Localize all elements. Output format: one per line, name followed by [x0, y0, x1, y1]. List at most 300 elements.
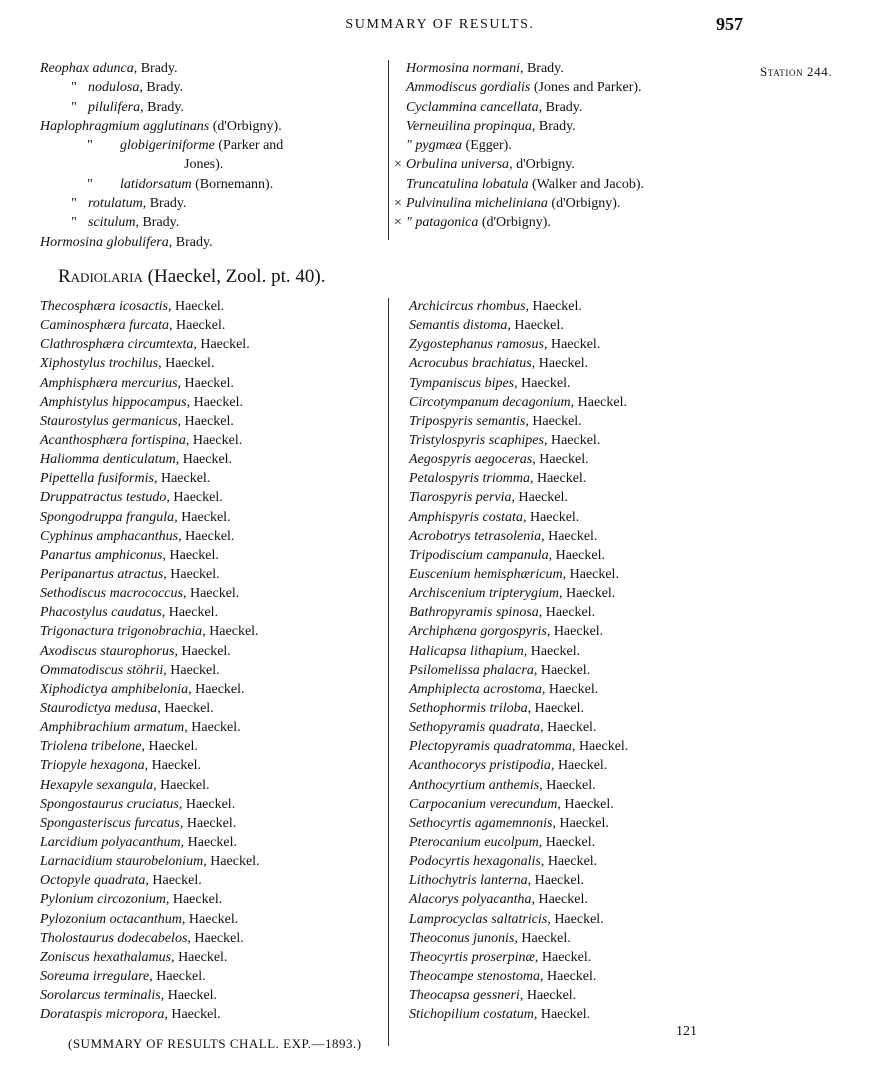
species-name: Phacostylus caudatus	[40, 605, 162, 621]
species-entry	[40, 680, 370, 699]
species-author: , Haeckel.	[543, 337, 601, 353]
species-author: , Haeckel.	[532, 452, 589, 468]
species-author: , Haeckel.	[529, 471, 587, 487]
species-author: , Haeckel.	[531, 892, 588, 908]
species-name: Archiphæna gorgospyris	[409, 624, 547, 640]
species-name: Alacorys polyacantha	[409, 892, 532, 908]
species-entry	[409, 833, 739, 852]
species-author: , Haeckel.	[153, 777, 210, 793]
species-entry	[409, 584, 739, 603]
species-name: Verneuilina propinqua	[406, 118, 532, 134]
species-name: Sethodiscus macrococcus	[40, 586, 183, 602]
species-name: Pylonium circozonium	[40, 892, 166, 908]
species-name: Aegospyris aegoceras	[409, 452, 533, 468]
species-entry	[40, 450, 370, 469]
species-entry	[40, 795, 370, 814]
species-entry	[394, 117, 724, 136]
species-author: (d'Orbigny).	[209, 118, 282, 134]
species-name: Tripospyris semantis	[409, 413, 526, 429]
species-name: Truncatulina lobatula	[406, 176, 529, 192]
species-author: , Haeckel.	[547, 911, 604, 927]
radiolaria-heading-rest: (Haeckel, Zool. pt. 40).	[142, 266, 326, 287]
species-author: , Haeckel.	[202, 624, 259, 640]
ditto-mark: "	[71, 80, 77, 96]
species-name: Tripodiscium campanula	[409, 547, 549, 563]
species-author: , Haeckel.	[538, 605, 596, 621]
species-name: Anthocyrtium anthemis	[409, 777, 540, 793]
species-entry	[409, 929, 739, 948]
species-author: (Parker and	[214, 138, 284, 154]
species-name: Hormosina normani	[406, 61, 520, 76]
species-name: Tholostaurus dodecabelos	[40, 930, 188, 946]
ditto-mark: "	[71, 196, 77, 212]
species-entry	[394, 98, 724, 117]
species-author: , Haeckel.	[188, 681, 245, 697]
species-name: Sorolarcus terminalis	[40, 988, 161, 1004]
species-author: , Haeckel.	[181, 911, 239, 927]
species-author: Jones).	[184, 157, 224, 173]
species-entry	[40, 584, 370, 603]
species-name: Tristylospyris scaphipes	[409, 432, 544, 448]
species-entry	[40, 871, 370, 890]
species-entry	[409, 488, 739, 507]
species-author: , Brady.	[168, 234, 213, 250]
species-name: Xiphostylus trochilus	[40, 356, 159, 372]
species-entry	[409, 642, 739, 661]
species-name: Pulvinulina micheliniana	[406, 196, 548, 212]
species-author: , Haeckel.	[163, 566, 220, 582]
species-author: (Jones and Parker).	[530, 80, 642, 96]
species-entry	[409, 450, 739, 469]
species-entry	[409, 603, 739, 622]
species-name: Theocampe stenostoma	[409, 968, 541, 984]
species-name: Stichopilium costatum	[409, 1007, 534, 1023]
species-entry	[40, 78, 370, 97]
species-author: , Haeckel.	[157, 700, 214, 716]
species-entry	[40, 910, 370, 929]
species-author: , Haeckel.	[541, 681, 599, 697]
species-name: Amphispyris costata	[409, 509, 523, 525]
species-name: Archiscenium tripterygium	[409, 586, 559, 602]
species-name: Psilomelissa phalacra	[409, 662, 534, 678]
species-name: pilulifera	[88, 99, 141, 115]
species-name: Orbulina universa	[406, 157, 510, 173]
species-author: , Haeckel.	[171, 949, 228, 965]
species-author: , Haeckel.	[144, 758, 201, 774]
species-author: , Haeckel.	[533, 1007, 591, 1023]
species-entry	[40, 699, 370, 718]
species-author: , Brady.	[142, 196, 187, 212]
species-entry	[40, 756, 370, 775]
species-entry	[394, 213, 724, 232]
species-name: Sethocyrtis agamemnonis	[409, 815, 553, 831]
presence-mark: ×	[394, 215, 402, 231]
species-author: , Brady.	[139, 80, 184, 96]
species-name: Panartus amphiconus	[40, 547, 163, 563]
running-header: SUMMARY OF RESULTS.	[345, 17, 535, 32]
species-author: , Haeckel.	[511, 490, 568, 506]
species-entry	[409, 412, 739, 431]
species-entry	[40, 622, 370, 641]
species-name: Octopyle quadrata	[40, 873, 146, 889]
species-name: Petalospyris triomma	[409, 471, 530, 487]
species-author: , Haeckel.	[184, 720, 241, 736]
species-entry	[40, 776, 370, 795]
species-author: , Brady.	[519, 61, 564, 76]
species-name: Pylozonium octacanthum	[40, 911, 182, 927]
species-author: , Haeckel.	[174, 509, 231, 525]
species-name: Cyphinus amphacanthus	[40, 528, 179, 544]
species-author: (Egger).	[462, 138, 512, 154]
species-author: , Haeckel.	[552, 815, 609, 831]
species-entry	[409, 814, 739, 833]
species-entry	[40, 488, 370, 507]
species-name: " patagonica	[406, 215, 479, 231]
species-entry	[40, 98, 370, 117]
species-entry	[40, 967, 370, 986]
species-author: (Walker and Jacob).	[528, 176, 645, 192]
species-entry	[409, 546, 739, 565]
species-author: , Haeckel.	[177, 413, 234, 429]
species-entry	[40, 986, 370, 1005]
species-author: , Haeckel.	[531, 356, 589, 372]
species-author: , Haeckel.	[169, 318, 226, 334]
species-entry	[40, 233, 370, 252]
species-author: , Haeckel.	[514, 930, 571, 946]
species-name: Archicircus rhombus	[409, 299, 526, 314]
species-name: Spongasteriscus furcatus	[40, 815, 180, 831]
species-author: (d'Orbigny).	[478, 215, 551, 231]
species-author: , Haeckel.	[182, 586, 240, 602]
species-entry	[409, 871, 739, 890]
ditto-mark: "	[71, 99, 77, 115]
species-entry	[40, 297, 370, 316]
species-author: , Haeckel.	[539, 777, 596, 793]
species-author: , Haeckel.	[178, 528, 235, 544]
species-name: Theocyrtis proserpinæ	[409, 949, 535, 965]
species-name: Triopyle hexagona	[40, 758, 145, 774]
ditto-mark: "	[87, 176, 93, 192]
species-name: Lamprocyclas saltatricis	[409, 911, 548, 927]
species-entry	[40, 117, 370, 136]
species-name: Staurodictya medusa	[40, 700, 158, 716]
species-name: Acanthocorys pristipodia	[409, 758, 551, 774]
species-entry	[394, 78, 724, 97]
species-author: , Haeckel.	[145, 873, 202, 889]
species-entry	[40, 431, 370, 450]
species-entry	[40, 335, 370, 354]
species-entry	[40, 469, 370, 488]
species-entry	[409, 795, 739, 814]
species-name: Tiarospyris pervia	[409, 490, 512, 506]
species-name: nodulosa	[88, 80, 140, 96]
species-name: Zygostephanus ramosus	[409, 337, 544, 353]
species-author: , Haeckel.	[177, 375, 234, 391]
column-divider-bottom	[388, 298, 389, 1046]
species-entry	[394, 136, 724, 155]
species-entry	[40, 814, 370, 833]
species-author: , Haeckel.	[540, 968, 597, 984]
species-name: Trigonactura trigonobrachia	[40, 624, 203, 640]
species-entry	[409, 756, 739, 775]
foraminifera-left-column	[40, 59, 370, 252]
species-entry	[40, 833, 370, 852]
species-entry	[40, 213, 370, 232]
species-name: Ommatodiscus stöhrii	[40, 662, 164, 678]
species-author: , Haeckel.	[160, 988, 218, 1004]
species-author: , Haeckel.	[543, 432, 601, 448]
species-name: globigeriniforme	[120, 138, 215, 154]
species-entry	[409, 699, 739, 718]
species-name: Axodiscus staurophorus	[40, 643, 175, 659]
species-entry	[40, 354, 370, 373]
species-name: Druppatractus testudo	[40, 490, 167, 506]
species-entry	[40, 374, 370, 393]
species-author: , Haeckel.	[153, 471, 211, 487]
species-name: Tympaniscus bipes	[409, 375, 515, 391]
species-entry	[409, 335, 739, 354]
species-name: latidorsatum	[120, 176, 192, 192]
species-name: Larcidium polyacanthum	[40, 834, 181, 850]
species-entry	[409, 852, 739, 871]
species-author: , Haeckel.	[541, 528, 598, 544]
species-name: Acrobotrys tetrasolenia	[409, 528, 542, 544]
species-entry	[409, 910, 739, 929]
species-name: Pipettella fusiformis	[40, 471, 154, 487]
species-entry	[40, 175, 370, 194]
species-name: Spongodruppa frangula	[40, 509, 175, 525]
species-name: Halicapsa lithapium	[409, 643, 524, 659]
species-entry	[409, 508, 739, 527]
species-name: scitulum	[88, 215, 136, 231]
species-name: Cyclammina cancellata	[406, 99, 539, 115]
species-name: Acrocubus brachiatus	[409, 356, 532, 372]
species-author: , Haeckel.	[185, 432, 243, 448]
column-divider-top	[388, 60, 389, 240]
species-entry	[40, 316, 370, 335]
species-author: , Haeckel.	[175, 452, 233, 468]
species-author: , Haeckel.	[174, 643, 231, 659]
species-name: Carpocanium verecundum	[409, 796, 558, 812]
species-entry	[409, 469, 739, 488]
species-author: , Haeckel.	[525, 299, 582, 314]
species-entry	[40, 890, 370, 909]
species-author: , Haeckel.	[557, 796, 614, 812]
species-name: Haplophragmium agglutinans	[40, 118, 210, 134]
species-entry	[40, 393, 370, 412]
species-name: Clathrosphæra circumtexta	[40, 337, 194, 353]
species-author: , Haeckel.	[548, 547, 605, 563]
species-name: Ammodiscus gordialis	[406, 80, 531, 96]
species-name: Theocapsa gessneri	[409, 988, 520, 1004]
species-author: , Haeckel.	[558, 586, 616, 602]
species-name: Sethophormis triloba	[409, 700, 528, 716]
species-entry	[40, 412, 370, 431]
species-author: , Haeckel.	[180, 834, 237, 850]
species-author: , Haeckel.	[538, 834, 596, 850]
species-author: , Haeckel.	[527, 873, 584, 889]
species-author: , Haeckel.	[179, 815, 237, 831]
species-author: , Brady.	[531, 118, 576, 134]
species-author: (d'Orbigny).	[547, 196, 621, 212]
species-entry	[409, 297, 739, 316]
species-name: Zoniscus hexathalamus	[40, 949, 172, 965]
species-entry	[40, 527, 370, 546]
species-entry	[409, 737, 739, 756]
species-name: Reophax adunca	[40, 61, 134, 76]
species-name: " pygmæa	[406, 138, 463, 154]
species-name: Pterocanium eucolpum	[409, 834, 539, 850]
species-entry	[40, 508, 370, 527]
species-name: Peripanartus atractus	[40, 566, 164, 582]
species-author: , Haeckel.	[507, 318, 564, 334]
species-entry	[409, 393, 739, 412]
species-entry	[409, 622, 739, 641]
species-name: Hexapyle sexangula	[40, 777, 154, 793]
species-name: Lithochytris lanterna	[409, 873, 528, 889]
radiolaria-heading	[58, 266, 325, 288]
species-author: , Haeckel.	[533, 662, 591, 678]
species-name: Dorataspis micropora	[40, 1007, 165, 1023]
species-name: Thecosphæra icosactis	[40, 299, 168, 314]
species-entry	[40, 661, 370, 680]
species-entry	[40, 565, 370, 584]
species-name: Sethopyramis quadrata	[409, 720, 541, 736]
species-name: Haliomma denticulatum	[40, 452, 176, 468]
species-name: Amphibrachium armatum	[40, 720, 185, 736]
species-author: , Haeckel.	[570, 394, 627, 410]
species-entry	[394, 194, 724, 213]
species-author: , Haeckel.	[164, 1007, 221, 1023]
species-author: , Haeckel.	[178, 796, 236, 812]
species-author: , Haeckel.	[166, 490, 223, 506]
species-entry	[409, 948, 739, 967]
species-author: , Haeckel.	[540, 854, 598, 870]
species-name: Hormosina globulifera	[40, 234, 169, 250]
species-author: , d'Orbigny.	[509, 157, 575, 173]
radiolaria-left-column	[40, 297, 370, 1024]
species-author: , Haeckel.	[163, 662, 220, 678]
signature-mark: 121	[676, 1024, 697, 1039]
species-author: , Haeckel.	[193, 337, 250, 353]
species-entry	[409, 565, 739, 584]
species-author: , Brady.	[140, 99, 184, 115]
species-author: , Haeckel.	[527, 700, 584, 716]
species-author: , Haeckel.	[167, 299, 225, 314]
species-name: Acanthosphæra fortispina	[40, 432, 186, 448]
species-author: , Haeckel.	[525, 413, 582, 429]
ditto-mark: "	[87, 138, 93, 154]
species-entry	[40, 718, 370, 737]
species-name: Caminosphæra furcata	[40, 318, 169, 334]
species-entry	[409, 967, 739, 986]
species-author: , Brady.	[538, 99, 583, 115]
species-author: , Haeckel.	[514, 375, 571, 391]
species-name: Staurostylus germanicus	[40, 413, 178, 429]
species-entry	[409, 890, 739, 909]
species-author: , Haeckel.	[141, 739, 198, 755]
species-entry	[409, 986, 739, 1005]
species-author: , Haeckel.	[149, 968, 206, 984]
species-name: Spongostaurus cruciatus	[40, 796, 179, 812]
species-entry	[394, 155, 724, 174]
species-name: Semantis distoma	[409, 318, 508, 334]
species-entry	[409, 680, 739, 699]
species-name: Podocyrtis hexagonalis	[409, 854, 541, 870]
species-entry	[409, 1005, 739, 1024]
species-entry	[40, 155, 370, 174]
species-author: , Brady.	[133, 61, 178, 76]
species-name: Circotympanum decagonium	[409, 394, 571, 410]
species-entry	[40, 929, 370, 948]
species-author: , Haeckel.	[161, 605, 219, 621]
species-entry	[40, 948, 370, 967]
species-entry	[40, 194, 370, 213]
foraminifera-right-column	[394, 59, 724, 233]
species-name: Amphistylus hippocampus	[40, 394, 187, 410]
species-author: , Haeckel.	[186, 394, 243, 410]
species-author: , Haeckel.	[571, 739, 629, 755]
species-entry	[40, 642, 370, 661]
species-entry	[409, 316, 739, 335]
presence-mark: ×	[394, 196, 402, 212]
species-name: rotulatum	[88, 196, 143, 212]
species-entry	[40, 136, 370, 155]
species-name: Euscenium hemisphæricum	[409, 566, 563, 582]
species-name: Triolena tribelone	[40, 739, 142, 755]
species-name: Plectopyramis quadratomma	[409, 739, 572, 755]
species-entry	[40, 546, 370, 565]
species-author: , Haeckel.	[203, 854, 260, 870]
species-name: Amphisphæra mercurius	[40, 375, 178, 391]
species-author: , Haeckel.	[523, 643, 581, 659]
species-name: Amphiplecta acrostoma	[409, 681, 542, 697]
species-author: , Haeckel.	[550, 758, 608, 774]
species-name: Larnacidium staurobelonium	[40, 854, 204, 870]
species-entry	[409, 527, 739, 546]
species-author: , Haeckel.	[522, 509, 580, 525]
species-entry	[40, 59, 370, 78]
species-entry	[40, 852, 370, 871]
station-label: Station 244.	[760, 64, 833, 79]
species-author: , Haeckel.	[187, 930, 244, 946]
species-author: , Haeckel.	[158, 356, 215, 372]
footer-note: (SUMMARY OF RESULTS CHALL. EXP.—1893.)	[68, 1036, 362, 1051]
species-entry	[394, 175, 724, 194]
species-author: , Haeckel.	[162, 547, 219, 563]
ditto-mark: "	[71, 215, 77, 231]
species-name: Soreuma irregulare	[40, 968, 150, 984]
species-name: Theoconus junonis	[409, 930, 515, 946]
species-entry	[40, 737, 370, 756]
radiolaria-heading-word: Radiolaria	[58, 266, 143, 287]
species-entry	[394, 59, 724, 78]
species-author: , Brady.	[135, 215, 180, 231]
species-author: , Haeckel.	[519, 988, 577, 1004]
species-entry	[409, 776, 739, 795]
species-author: , Haeckel.	[562, 566, 619, 582]
species-entry	[409, 431, 739, 450]
species-author: (Bornemann).	[191, 176, 274, 192]
species-author: , Haeckel.	[534, 949, 592, 965]
species-author: , Haeckel.	[540, 720, 597, 736]
page-number: 957	[716, 14, 743, 34]
presence-mark: ×	[394, 157, 402, 173]
radiolaria-right-column	[409, 297, 739, 1024]
species-entry	[409, 374, 739, 393]
species-entry	[40, 1005, 370, 1024]
species-entry	[409, 718, 739, 737]
